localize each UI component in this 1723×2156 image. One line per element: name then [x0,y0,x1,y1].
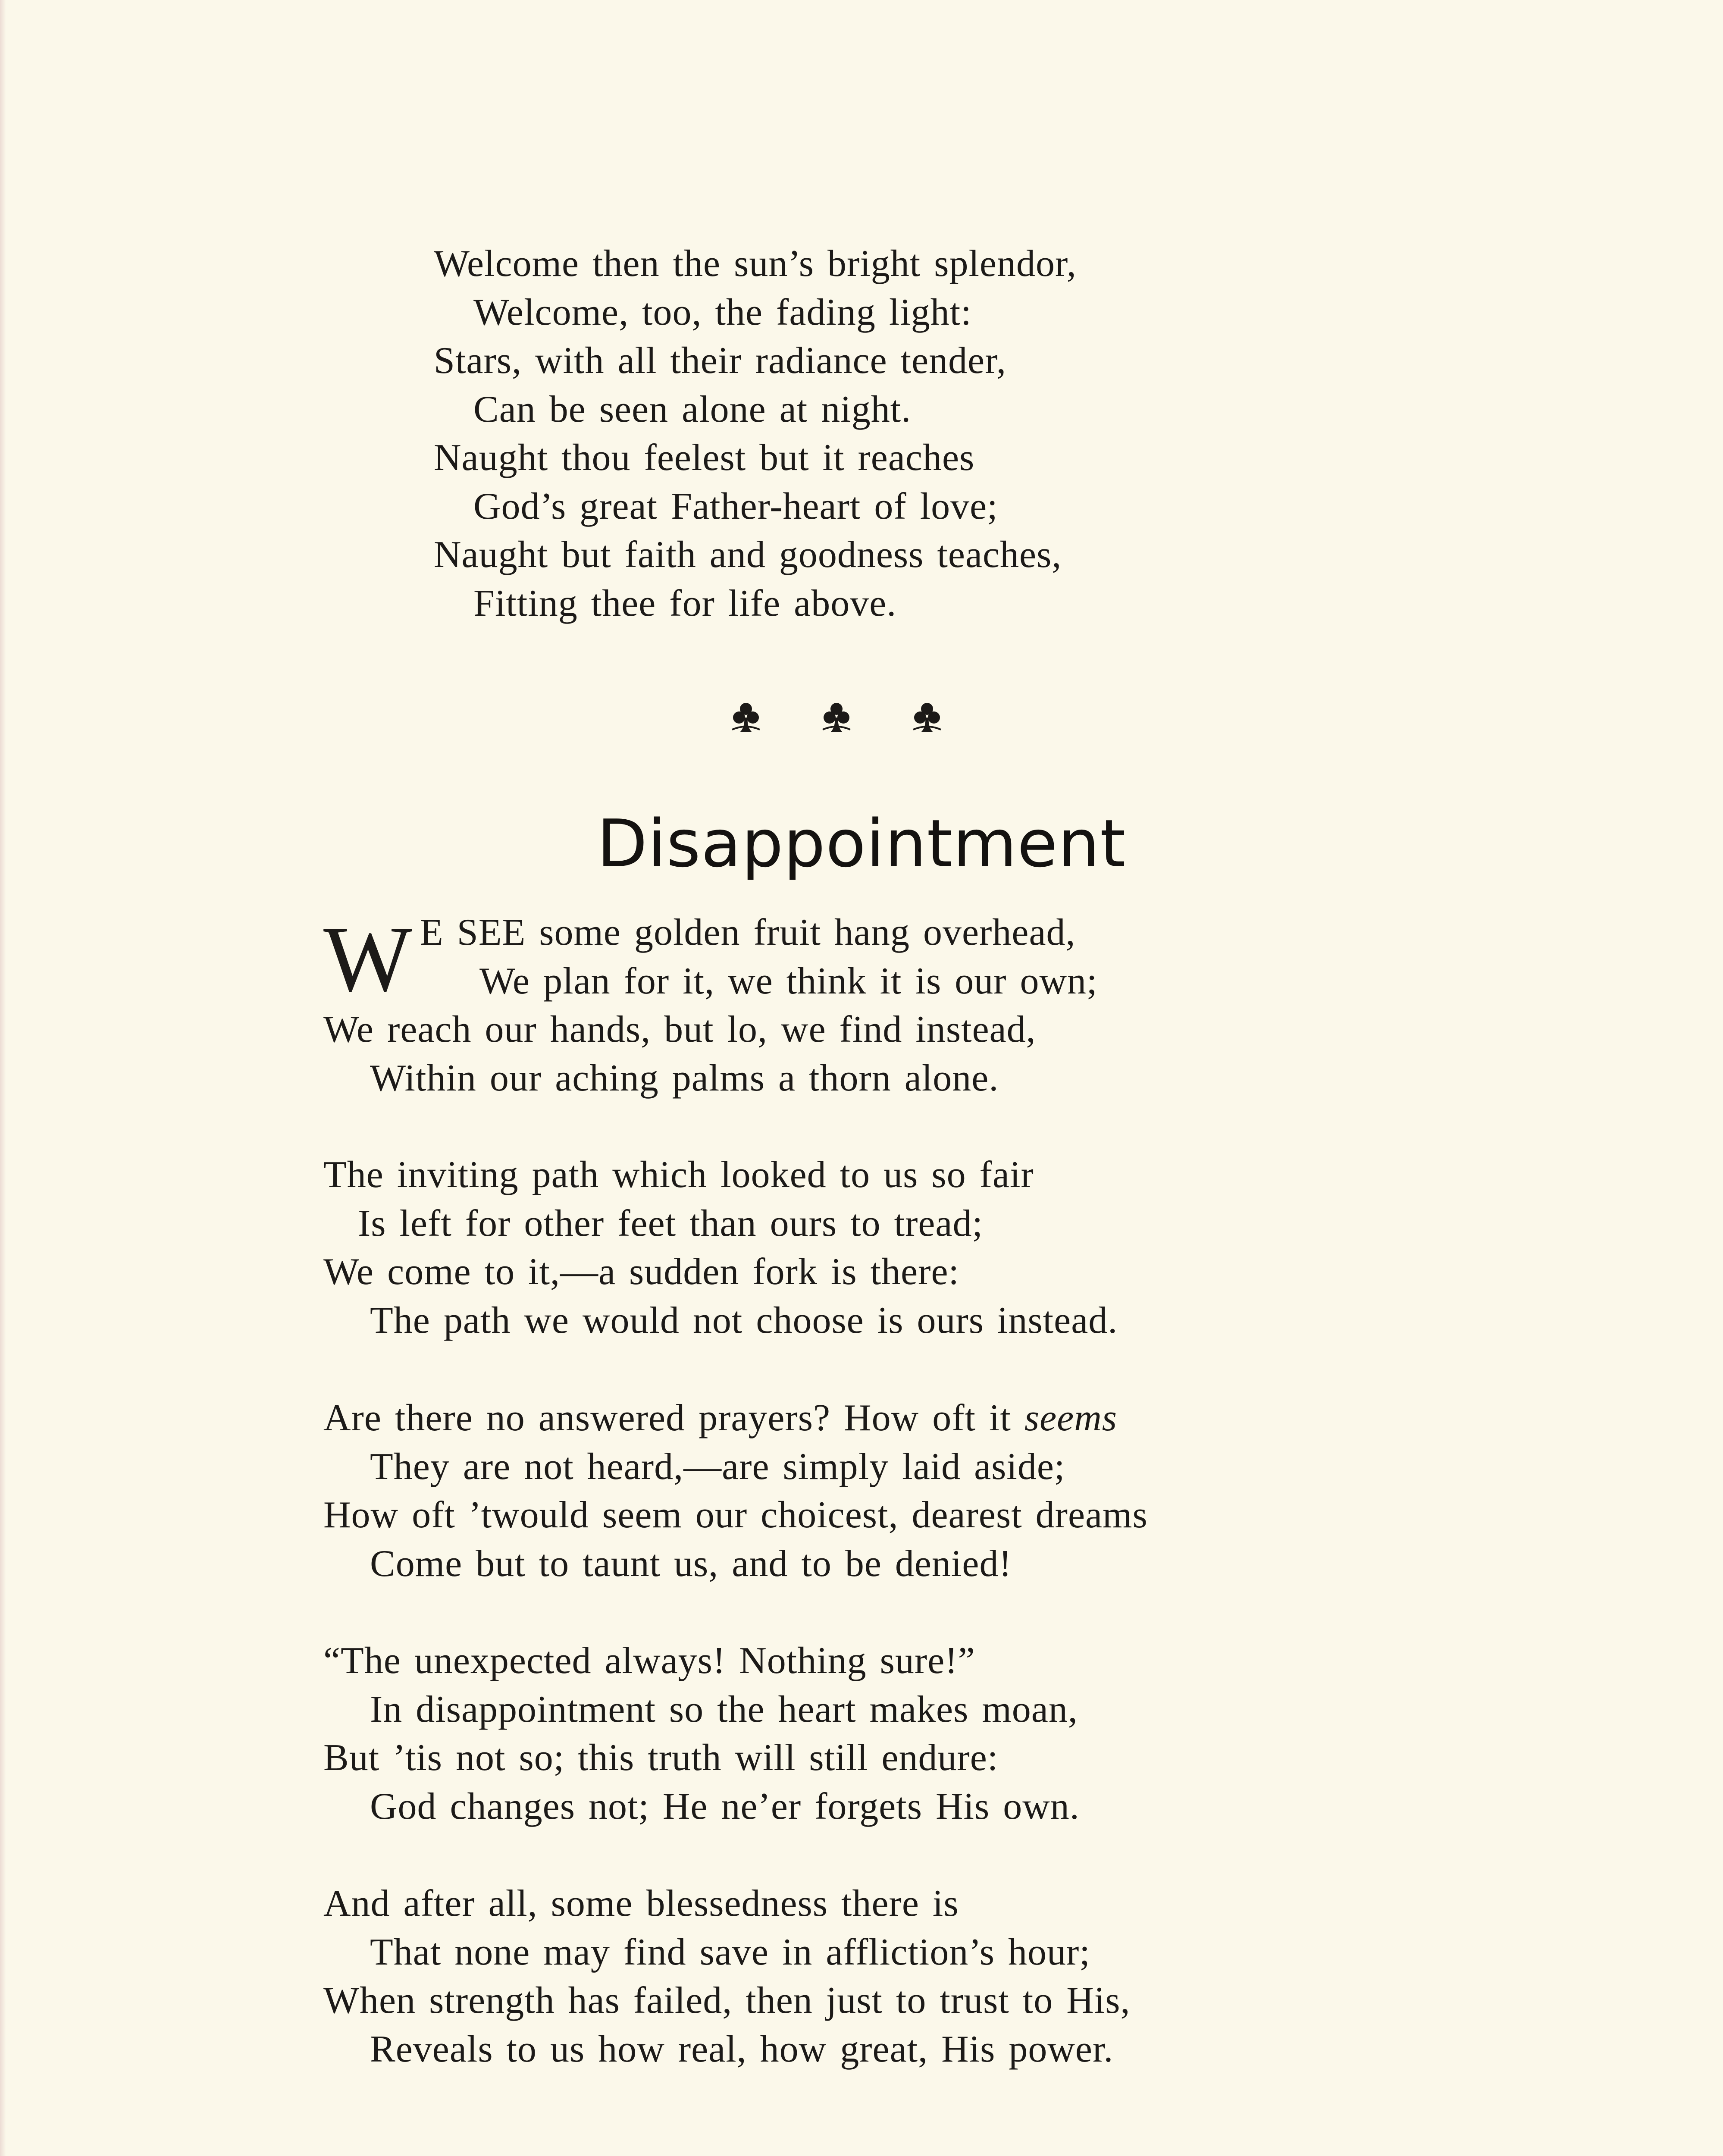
club-ornament-icon [729,699,763,737]
poem-stanza-3 [323,1394,1148,1588]
verse-line: Welcome, too, the fading light: [473,291,972,333]
verse-line: God’s great Father-heart of love; [473,485,998,527]
verse-line: The inviting path which looked to us so fair [323,1154,1034,1196]
emphasized-word: seems [1024,1397,1118,1439]
verse-line: We come to it,—a sudden fork is there: [323,1251,959,1293]
verse-line: “The unexpected always! Nothing sure!” [323,1640,975,1682]
verse-line: In disappointment so the heart makes moan, [370,1688,1078,1730]
ornament-divider [729,699,944,737]
verse-line: When strength has failed, then just to trust to His, [323,1980,1131,2021]
poem-stanza-2 [323,1151,1118,1345]
verse-line: Can be seen alone at night. [473,388,912,430]
verse-line: And after all, some blessedness there is [323,1883,959,1924]
poem-stanza-5 [323,1880,1131,2074]
verse-line: E SEE some golden fruit hang overhead, [420,912,1076,953]
verse-line: Stars, with all their radiance tender, [434,340,1007,382]
verse-line: Naught but faith and goodness teaches, [434,534,1062,576]
verse-text: Are there no answered prayers? How oft it [323,1397,1024,1439]
previous-poem-stanza [434,240,1077,628]
verse-line: They are not heard,—are simply laid aside; [370,1445,1065,1488]
page-edge [0,0,6,2156]
verse-line: How oft ’twould seem our choicest, dearest dreams [323,1494,1148,1536]
poem-title: Disappointment [597,805,1126,882]
verse-line: Naught thou feelest but it reaches [434,437,975,479]
verse-line: God changes not; He ne’er forgets His own. [370,1785,1080,1827]
verse-line: Come but to taunt us, and to be denied! [370,1542,1012,1585]
verse-line: Within our aching palms a thorn alone. [370,1057,999,1099]
verse-line: That none may find save in affliction’s hour; [370,1931,1090,1973]
verse-line [323,1394,1148,1443]
poem-stanza-1 [323,909,1098,1103]
verse-line: We reach our hands, but lo, we find instead, [323,1009,1036,1050]
drop-cap: W [323,907,412,1011]
verse-line: Is left for other feet than ours to tread; [358,1202,983,1244]
verse-line: But ’tis not so; this truth will still endure: [323,1737,999,1779]
poem-stanza-4 [323,1637,1080,1831]
verse-line: Welcome then the sun’s bright splendor, [434,243,1077,285]
verse-line: The path we would not choose is ours instead. [370,1299,1118,1341]
verse-line: Fitting thee for life above. [473,582,897,624]
verse-line: We plan for it, we think it is our own; [479,960,1098,1002]
club-ornament-icon [819,699,854,737]
club-ornament-icon [910,699,944,737]
verse-line: Reveals to us how real, how great, His power. [370,2028,1114,2070]
